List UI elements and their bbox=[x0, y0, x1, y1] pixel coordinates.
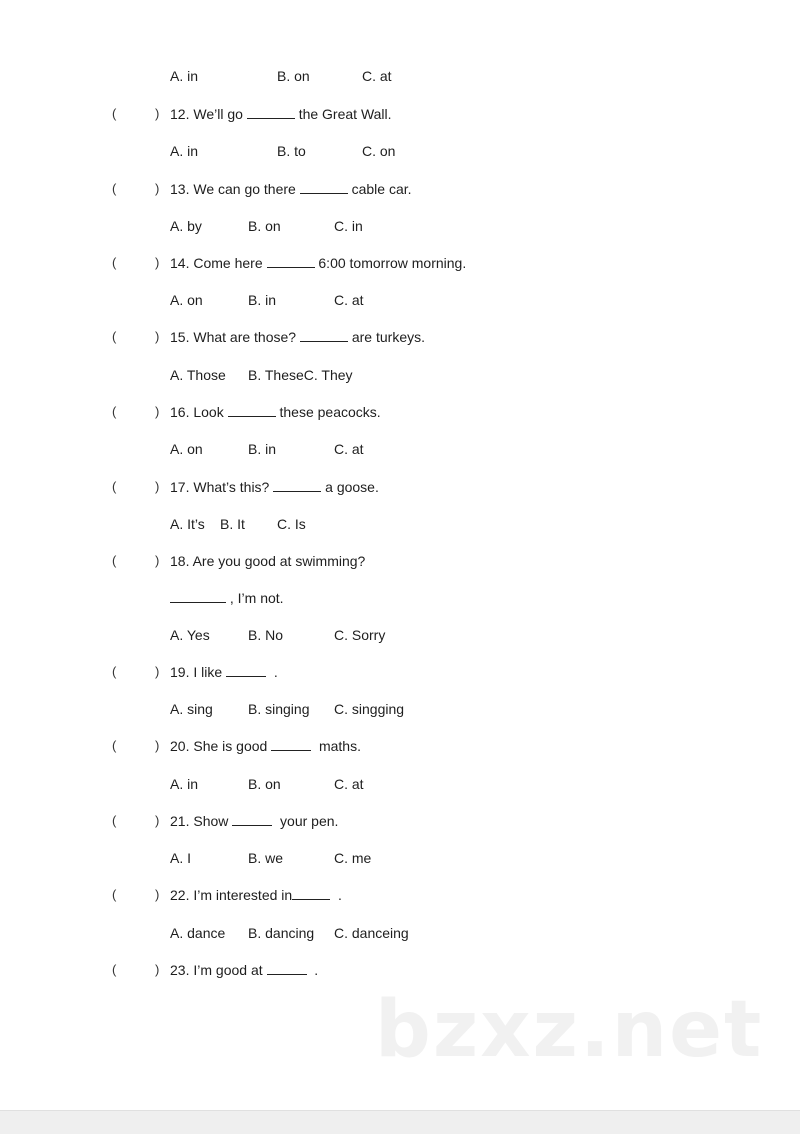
q15-answer-paren-close: ) bbox=[155, 329, 160, 344]
q21-stem-post: your pen. bbox=[280, 813, 339, 829]
q15-stem-post: are turkeys. bbox=[351, 329, 425, 345]
watermark-logo: bzxz.net bbox=[375, 985, 764, 1075]
q19-option-c: C. singging bbox=[334, 701, 405, 717]
q21-stem-pre: 21. Show bbox=[170, 813, 229, 829]
q20-answer-paren-open: ( bbox=[112, 738, 117, 753]
q20-blank bbox=[271, 738, 311, 751]
q14-option-b: B. in bbox=[248, 292, 277, 308]
q15-answer-paren-open: ( bbox=[112, 329, 117, 344]
q17-option-c: C. Is bbox=[277, 516, 306, 532]
q23-stem-pre: 23. I’m good at bbox=[170, 962, 263, 978]
q15-option-a: A. Those bbox=[170, 367, 226, 383]
q22-answer-paren-close: ) bbox=[155, 887, 160, 902]
q22-stem-pre: 22. I’m interested in bbox=[170, 887, 293, 903]
q14-stem-pre: 14. Come here bbox=[170, 255, 263, 271]
q12-blank bbox=[247, 106, 295, 119]
q16-option-a: A. on bbox=[170, 441, 203, 457]
q12-stem bbox=[170, 105, 392, 123]
q12-option-b: B. to bbox=[277, 143, 306, 159]
q19-blank bbox=[226, 664, 266, 677]
q21-answer-paren-close: ) bbox=[155, 813, 160, 828]
q16-stem bbox=[170, 403, 381, 421]
q17-answer-paren-open: ( bbox=[112, 479, 117, 494]
q16-stem-pre: 16. Look bbox=[170, 404, 224, 420]
q15-blank bbox=[300, 329, 348, 342]
q14-answer-paren-close: ) bbox=[155, 255, 160, 270]
q17-stem-pre: 17. What’s this? bbox=[170, 479, 270, 495]
q18-answer-paren-open: ( bbox=[112, 553, 117, 568]
q13-option-a: A. by bbox=[170, 218, 202, 234]
q23-stem bbox=[170, 961, 318, 979]
q13-option-b: B. on bbox=[248, 218, 281, 234]
q18-stem: 18. Are you good at swimming? bbox=[170, 553, 366, 569]
q21-stem bbox=[170, 812, 338, 830]
q20-answer-paren-close: ) bbox=[155, 738, 160, 753]
q21-answer-paren-open: ( bbox=[112, 813, 117, 828]
q12-stem-pre: 12. We’ll go bbox=[170, 106, 243, 122]
q18-option-c: C. Sorry bbox=[334, 627, 386, 643]
q23-stem-post: . bbox=[314, 962, 319, 978]
q12-stem-post: the Great Wall. bbox=[298, 106, 392, 122]
q11-option-a: A. in bbox=[170, 68, 199, 84]
q13-stem bbox=[170, 180, 412, 198]
q19-option-a: A. sing bbox=[170, 701, 213, 717]
q18-blank bbox=[170, 590, 226, 603]
q20-option-b: B. on bbox=[248, 776, 281, 792]
q23-answer-paren-open: ( bbox=[112, 962, 117, 977]
q20-option-a: A. in bbox=[170, 776, 199, 792]
q23-answer-paren-close: ) bbox=[155, 962, 160, 977]
q17-stem-post: a goose. bbox=[325, 479, 379, 495]
q20-stem bbox=[170, 737, 361, 755]
q16-option-c: C. at bbox=[334, 441, 364, 457]
q23-blank bbox=[267, 962, 307, 975]
q13-stem-post: cable car. bbox=[351, 181, 412, 197]
q13-blank bbox=[300, 181, 348, 194]
q11-option-c: C. at bbox=[362, 68, 392, 84]
q17-option-b: B. It bbox=[220, 516, 245, 532]
q22-answer-paren-open: ( bbox=[112, 887, 117, 902]
q17-answer-paren-close: ) bbox=[155, 479, 160, 494]
q13-stem-pre: 13. We can go there bbox=[170, 181, 296, 197]
page-bottom-edge bbox=[0, 1110, 800, 1134]
q14-answer-paren-open: ( bbox=[112, 255, 117, 270]
q22-option-b: B. dancing bbox=[248, 925, 315, 941]
q19-answer-paren-open: ( bbox=[112, 664, 117, 679]
q20-option-c: C. at bbox=[334, 776, 364, 792]
q14-stem bbox=[170, 254, 466, 272]
q22-stem bbox=[170, 886, 342, 904]
q19-option-b: B. singing bbox=[248, 701, 310, 717]
q16-option-b: B. in bbox=[248, 441, 277, 457]
q22-stem-post: . bbox=[337, 887, 342, 903]
q13-option-c: C. in bbox=[334, 218, 363, 234]
q16-answer-paren-open: ( bbox=[112, 404, 117, 419]
q16-answer-paren-close: ) bbox=[155, 404, 160, 419]
q19-stem bbox=[170, 663, 278, 681]
q16-stem-post: these peacocks. bbox=[279, 404, 381, 420]
q12-option-c: C. on bbox=[362, 143, 396, 159]
q11-option-b: B. on bbox=[277, 68, 310, 84]
q22-option-a: A. dance bbox=[170, 925, 226, 941]
q17-blank bbox=[273, 479, 321, 492]
q16-blank bbox=[228, 404, 276, 417]
q18-reply bbox=[170, 589, 284, 607]
q12-answer-paren-open: ( bbox=[112, 106, 117, 121]
q20-stem-pre: 20. She is good bbox=[170, 738, 268, 754]
q12-option-a: A. in bbox=[170, 143, 199, 159]
q22-option-c: C. danceing bbox=[334, 925, 409, 941]
q19-stem-pre: 19. I like bbox=[170, 664, 223, 680]
q21-option-c: C. me bbox=[334, 850, 372, 866]
q15-stem bbox=[170, 328, 425, 346]
q13-answer-paren-close: ) bbox=[155, 181, 160, 196]
q15-stem-pre: 15. What are those? bbox=[170, 329, 297, 345]
q17-option-a: A. It’s bbox=[170, 516, 205, 532]
q14-stem-post: 6:00 tomorrow morning. bbox=[318, 255, 467, 271]
q18-answer-paren-close: ) bbox=[155, 553, 160, 568]
q18-option-b: B. No bbox=[248, 627, 284, 643]
q19-stem-post: . bbox=[273, 664, 278, 680]
q21-blank bbox=[232, 813, 272, 826]
q14-option-c: C. at bbox=[334, 292, 364, 308]
q21-option-a: A. I bbox=[170, 850, 192, 866]
q17-stem bbox=[170, 478, 379, 496]
q12-answer-paren-close: ) bbox=[155, 106, 160, 121]
q13-answer-paren-open: ( bbox=[112, 181, 117, 196]
q19-answer-paren-close: ) bbox=[155, 664, 160, 679]
q20-stem-post: maths. bbox=[318, 738, 361, 754]
q21-option-b: B. we bbox=[248, 850, 284, 866]
q22-blank bbox=[292, 887, 330, 900]
q15-option-b-c: B. TheseC. They bbox=[248, 367, 353, 383]
q14-blank bbox=[267, 255, 315, 268]
q18-reply-post: , I’m not. bbox=[229, 590, 284, 606]
q14-option-a: A. on bbox=[170, 292, 203, 308]
q18-option-a: A. Yes bbox=[170, 627, 210, 643]
